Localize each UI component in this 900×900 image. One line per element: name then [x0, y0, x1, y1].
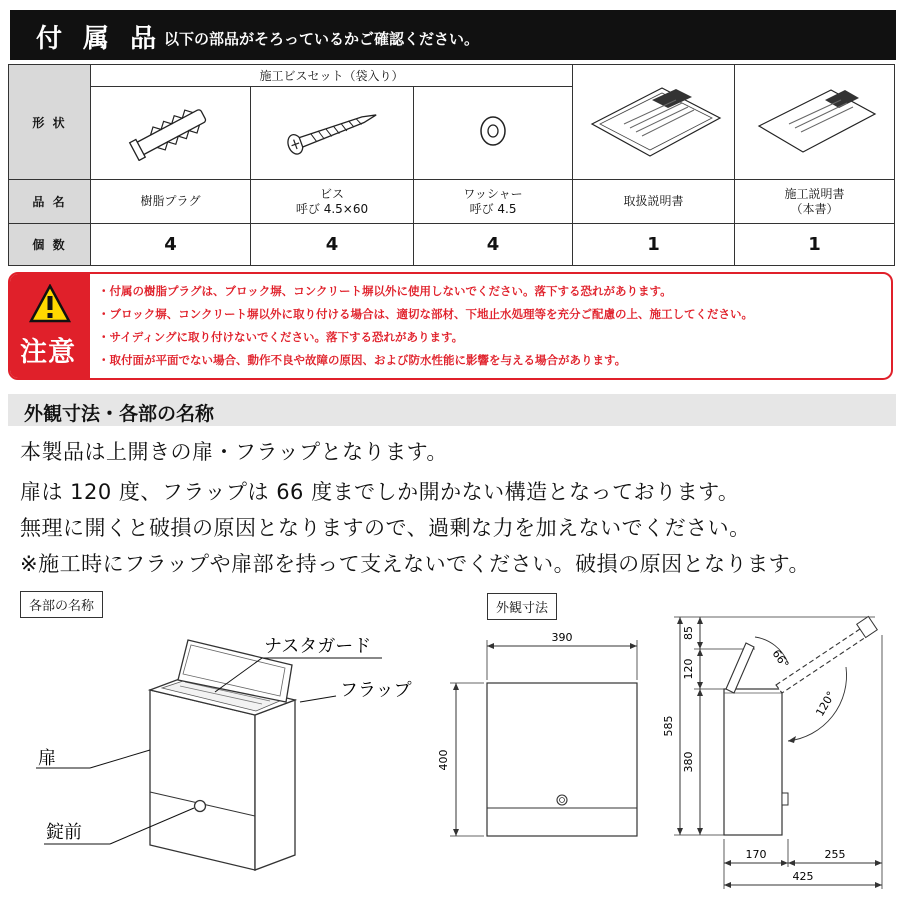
callout-flap: フラップ — [340, 680, 412, 701]
side-depth-label: 170 — [745, 848, 767, 861]
item-qty-manual: 1 — [573, 224, 735, 266]
front-width-label: 390 — [551, 631, 573, 644]
cell-resin-plug-image — [91, 87, 251, 180]
front-body — [487, 683, 637, 836]
side-view-diagram — [660, 605, 900, 895]
caution-label-area — [10, 274, 90, 378]
side-top-label: 85 — [682, 626, 695, 640]
row-label-shape: 形 状 — [9, 65, 91, 180]
mailbox-front — [150, 690, 255, 870]
side-total-height-label: 585 — [662, 715, 675, 737]
row-label-name: 品 名 — [9, 180, 91, 224]
cell-screw-image — [251, 87, 414, 180]
caution-item: ・サイディングに取り付けないでください。落下する恐れがあります。 — [98, 330, 464, 344]
washer-icon — [468, 106, 518, 156]
side-extension-label: 255 — [824, 848, 846, 861]
flap-angle-label: 66° — [769, 647, 792, 671]
cell-washer-image — [414, 87, 573, 180]
body-text-line: 扉は 120 度、フラップは 66 度までしか開かない構造となっております。 — [20, 480, 740, 504]
front-height-label: 400 — [437, 749, 450, 771]
item-name-washer: ワッシャー 呼び 4.5 — [414, 180, 573, 224]
body-text-line: 無理に開くと破損の原因となりますので、過剰な力を加えないでください。 — [20, 516, 751, 540]
row-label-quantity: 個 数 — [9, 224, 91, 266]
side-body — [724, 689, 782, 835]
header-title: 付 属 品 — [36, 24, 163, 54]
side-mid-label: 120 — [682, 658, 695, 680]
resin-plug-icon — [121, 101, 221, 161]
install-guide-icon — [745, 80, 885, 160]
parts-names-diagram — [0, 620, 460, 900]
door-angle-label: 120° — [813, 689, 838, 719]
screw-icon — [277, 101, 387, 161]
callout-guard: ナスタガード — [264, 636, 372, 657]
parts-table — [8, 64, 895, 266]
callout-door: 扉 — [38, 748, 56, 769]
item-qty-resin-plug: 4 — [91, 224, 251, 266]
manual-icon — [584, 80, 724, 160]
item-qty-install-guide: 1 — [735, 224, 895, 266]
caution-item: ・付属の樹脂プラグは、ブロック塀、コンクリート塀以外に使用しないでください。落下する恐れがあります。 — [98, 284, 672, 298]
caution-list — [98, 280, 893, 372]
side-total-depth-label: 425 — [792, 870, 814, 883]
item-name-manual: 取扱説明書 — [573, 180, 735, 224]
warning-icon — [29, 284, 71, 324]
item-qty-washer: 4 — [414, 224, 573, 266]
body-text-line: ※施工時にフラップや扉部を持って支えないでください。破損の原因となります。 — [20, 552, 810, 576]
dimensions-label: 外観寸法 — [487, 593, 557, 620]
parts-names-label: 各部の名称 — [20, 591, 103, 618]
header-bar — [10, 10, 896, 60]
front-view-diagram — [430, 620, 650, 850]
section-title: 外観寸法・各部の名称 — [24, 403, 215, 425]
item-name-install-guide: 施工説明書 （本書） — [735, 180, 895, 224]
header-subtitle: 以下の部品がそろっているかご確認ください。 — [164, 30, 480, 48]
item-name-screw: ビス 呼び 4.5×60 — [251, 180, 414, 224]
caution-box — [8, 272, 893, 380]
caution-label: 注意 — [20, 337, 76, 368]
lock-icon — [195, 801, 206, 812]
cell-manual-image — [573, 65, 735, 180]
cell-install-guide-image — [735, 65, 895, 180]
screw-set-label: 施工ビスセット（袋入り） — [91, 65, 573, 87]
body-text-line: 本製品は上開きの扉・フラップとなります。 — [20, 440, 448, 464]
side-body-label: 380 — [682, 751, 695, 773]
caution-item: ・取付面が平面でない場合、動作不良や故障の原因、および防水性能に影響を与える場合があります。 — [98, 353, 627, 367]
item-qty-screw: 4 — [251, 224, 414, 266]
callout-lock: 錠前 — [46, 822, 82, 843]
section-header — [8, 394, 896, 426]
item-name-resin-plug: 樹脂プラグ — [91, 180, 251, 224]
caution-item: ・ブロック塀、コンクリート塀以外に取り付ける場合は、適切な部材、下地止水処理等を充分ご配慮の上、施工してください。 — [98, 307, 754, 321]
